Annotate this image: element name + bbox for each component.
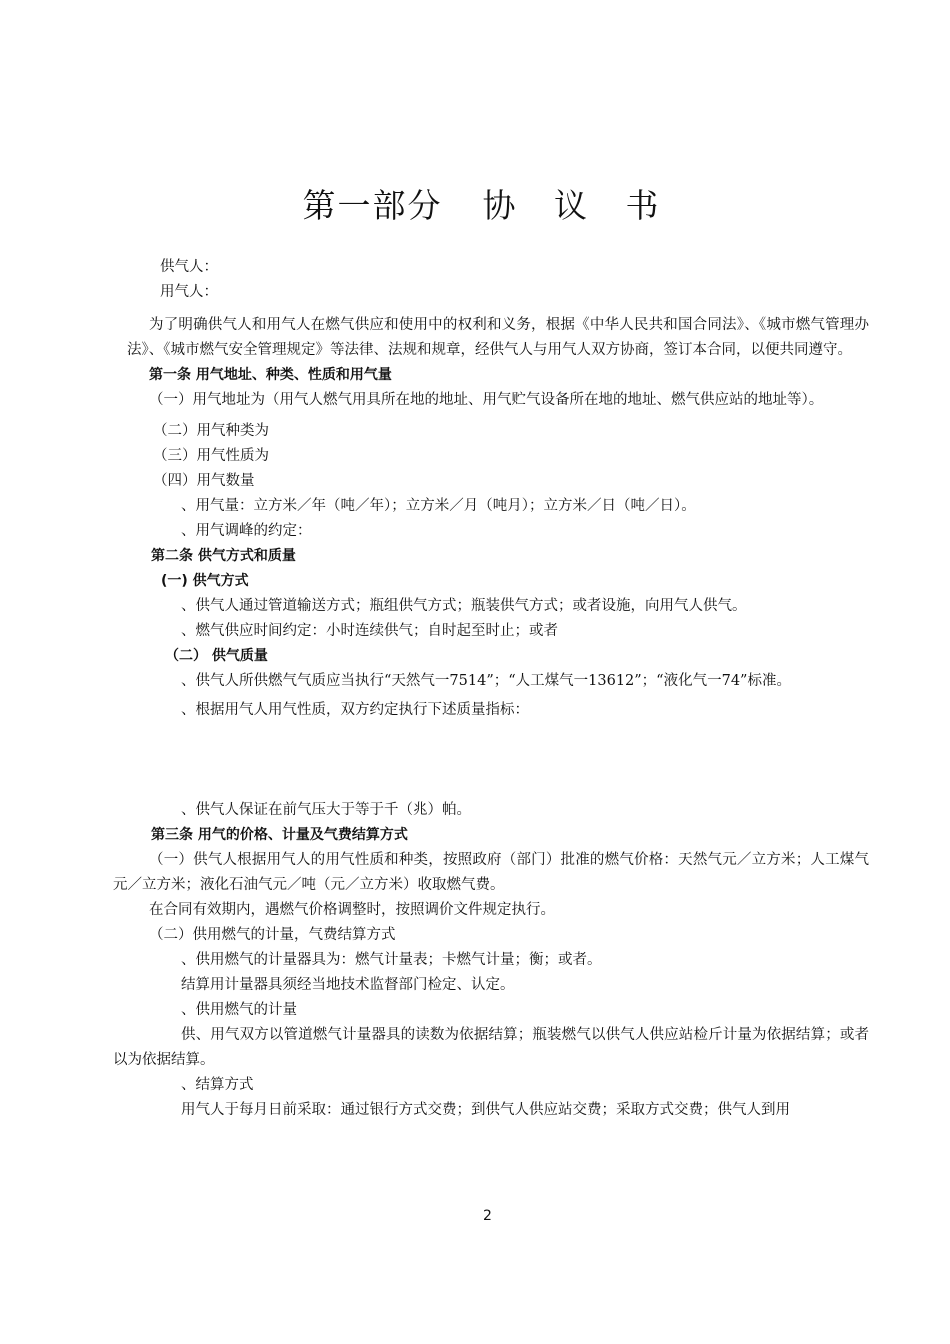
article1-item2: （二）用气种类为 — [153, 423, 269, 439]
article2-s2b: 、根据用气人用气性质，双方约定执行下述质量指标： — [181, 702, 529, 718]
article3-p2: 在合同有效期内，遇燃气价格调整时，按照调价文件规定执行。 — [149, 902, 555, 918]
article1-item4a: 、用气量：立方米／年（吨／年）；立方米／月（吨月）；立方米／日（吨／日）。 — [181, 498, 696, 514]
article1-item4: （四）用气数量 — [153, 473, 255, 489]
article1-item3: （三）用气性质为 — [153, 448, 269, 464]
user-label: 用气人： — [160, 284, 218, 300]
article2-s2a: 、供气人所供燃气气质应当执行“天然气一7514”；“人工煤气一13612”；“液化气一74”标准。 — [181, 673, 791, 689]
article3-p5: 结算用计量器具须经当地技术监督部门检定、认定。 — [181, 977, 515, 993]
article2-s2c: 、供气人保证在前气压大于等于千（兆）帕。 — [181, 802, 471, 818]
title-name: 协 议 书 — [482, 186, 673, 225]
article3-p6: 、供用燃气的计量 — [181, 1002, 297, 1018]
article3-p8: 、结算方式 — [181, 1077, 254, 1093]
blank-space — [113, 723, 869, 798]
supplier-label: 供气人： — [160, 259, 218, 275]
preamble-paragraph: 为了明确供气人和用气人在燃气供应和使用中的权利和义务，根据《中华人民共和国合同法》、《城市燃气管理办法》、《城市燃气安全管理规定》等法律、法规和规章，经供气人与用气人双方协商，签订本合同，以便共同遵守。 — [127, 317, 869, 358]
article3-p4: 、供用燃气的计量器具为：燃气计量表；卡燃气计量；衡；或者。 — [181, 952, 602, 968]
article2-heading: 第二条 供气方式和质量 — [151, 548, 296, 564]
article3-p1: （一）供气人根据用气人的用气性质和种类，按照政府（部门）批准的燃气价格：天然气元／立方米；人工煤气元／立方米；液化石油气元／吨（元／立方米）收取燃气费。 — [113, 852, 869, 893]
article3-heading: 第三条 用气的价格、计量及气费结算方式 — [151, 827, 408, 843]
article3-p7: 供、用气双方以管道燃气计量器具的读数为依据结算；瓶装燃气以供气人供应站检斤计量为依据结算；或者以为依据结算。 — [113, 1027, 869, 1068]
page-number: 2 — [483, 1208, 492, 1224]
article2-s1a: 、供气人通过管道输送方式；瓶组供气方式；瓶装供气方式；或者设施，向用气人供气。 — [181, 598, 747, 614]
article1-item1: （一）用气地址为（用气人燃气用具所在地的地址、用气贮气设备所在地的地址、燃气供应站的地址等）。 — [149, 392, 824, 408]
page-title — [0, 184, 950, 228]
article1-item4b: 、用气调峰的约定： — [181, 523, 312, 539]
article2-sub1: (一) 供气方式 — [161, 573, 249, 589]
article1-heading: 第一条 用气地址、种类、性质和用气量 — [149, 367, 392, 383]
article2-s1b: 、燃气供应时间约定：小时连续供气；自时起至时止；或者 — [181, 623, 558, 639]
article3-p3: （二）供用燃气的计量，气费结算方式 — [149, 927, 396, 943]
article2-sub2: （二） 供气质量 — [165, 648, 268, 664]
document-body — [113, 255, 869, 1123]
title-part: 第一部分 — [302, 186, 443, 225]
article3-p9: 用气人于每月日前采取：通过银行方式交费；到供气人供应站交费；采取方式交费；供气人到用 — [181, 1102, 790, 1118]
